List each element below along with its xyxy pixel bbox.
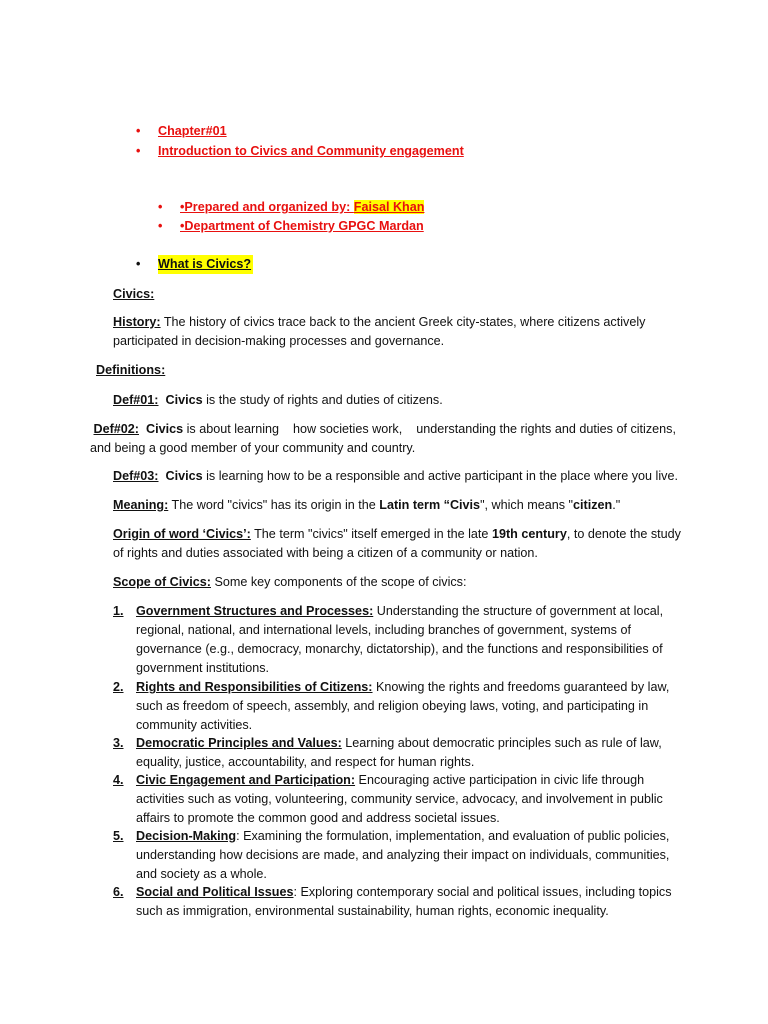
history-text-line2: participated in decision-making processes and governance. xyxy=(113,334,445,348)
list-item-text: governance (e.g., democracy, monarchy, dictatorship), and the functions and responsibilities of xyxy=(136,642,663,656)
author-name: Faisal Khan xyxy=(353,200,425,214)
list-item-title: Decision-Making xyxy=(136,829,237,843)
civics-heading: Civics: xyxy=(113,287,155,301)
list-item-text: Learning about democratic principles such as rule of law, xyxy=(341,736,662,750)
history-text-line1: The history of civics trace back to the ancient Greek city-states, where citizens actively xyxy=(160,315,646,329)
list-item-title: Social and Political Issues xyxy=(136,885,294,899)
bullet-icon: • xyxy=(136,257,141,271)
list-item-text: regional, national, and international levels, including branches of government, systems of xyxy=(136,623,631,637)
list-number: 5. xyxy=(113,829,124,843)
origin-century: 19th century xyxy=(491,527,567,541)
history-paragraph xyxy=(113,313,693,351)
def3-label: Def#03: xyxy=(113,469,159,483)
list-item xyxy=(136,827,681,884)
list-item-text: : Exploring contemporary social and political issues, including topics xyxy=(293,885,672,899)
history-label: History: xyxy=(113,315,161,329)
list-item-text: government institutions. xyxy=(136,661,270,675)
list-item-text: such as immigration, environmental sustainability, human rights, economic inequality. xyxy=(136,904,609,918)
list-item-text: : Examining the formulation, implementation, and evaluation of public policies, xyxy=(236,829,670,843)
list-number: 3. xyxy=(113,736,124,750)
def2-paragraph xyxy=(90,420,690,458)
list-item-text: such as freedom of speech, assembly, and religion obeying laws, voting, and participating in xyxy=(136,699,649,713)
origin-text: , to denote the study xyxy=(566,527,681,541)
list-item-title: Government Structures and Processes: xyxy=(136,604,374,618)
list-item-title: Democratic Principles and Values: xyxy=(136,736,342,750)
bullet-icon: • xyxy=(158,200,163,214)
meaning-text: The word "civics" has its origin in the xyxy=(168,498,380,512)
list-item xyxy=(136,883,681,921)
meaning-label: Meaning: xyxy=(113,498,169,512)
list-item-text: affairs to promote the common good and address societal issues. xyxy=(136,811,500,825)
list-item xyxy=(136,771,681,828)
origin-text: The term "civics" itself emerged in the late xyxy=(250,527,492,541)
meaning-text: ." xyxy=(612,498,621,512)
list-item-text: community activities. xyxy=(136,718,253,732)
def2-label: Def#02: xyxy=(93,422,139,436)
list-number: 1. xyxy=(113,604,124,618)
list-item-text: understanding how decisions are made, and analyzing their impact on individuals, communities, xyxy=(136,848,670,862)
def1-paragraph xyxy=(113,391,693,410)
scope-label: Scope of Civics: xyxy=(113,575,211,589)
list-item xyxy=(136,678,681,735)
list-item-text: and society as a whole. xyxy=(136,867,267,881)
list-number: 6. xyxy=(113,885,124,899)
def2-term: Civics xyxy=(146,422,184,436)
department: •Department of Chemistry GPGC Mardan xyxy=(180,219,424,233)
meaning-paragraph xyxy=(113,496,693,515)
list-item-title: Civic Engagement and Participation: xyxy=(136,773,356,787)
list-item-text: equality, justice, accountability, and respect for human rights. xyxy=(136,755,475,769)
def1-label: Def#01: xyxy=(113,393,159,407)
origin-label: Origin of word ‘Civics’: xyxy=(113,527,251,541)
def3-term: Civics xyxy=(165,469,203,483)
bullet-icon: • xyxy=(136,144,141,158)
def2-text-line1: is about learning how societies work, understanding the rights and duties of citizens, xyxy=(183,422,676,436)
def3-text: is learning how to be a responsible and active participant in the place where you live. xyxy=(202,469,678,483)
def2-text-line2: and being a good member of your community and country. xyxy=(90,441,416,455)
list-item-text: activities such as voting, volunteering, community service, advocacy, and involvement in public xyxy=(136,792,663,806)
scope-text: Some key components of the scope of civics: xyxy=(210,575,467,589)
list-item-title: Rights and Responsibilities of Citizens: xyxy=(136,680,373,694)
origin-text-line2: of rights and duties associated with being a citizen of a community or nation. xyxy=(113,546,538,560)
def1-text: is the study of rights and duties of citizens. xyxy=(202,393,443,407)
prepared-by: •Prepared and organized by: Faisal Khan xyxy=(180,200,425,214)
meaning-citizen: citizen xyxy=(573,498,613,512)
definitions-heading: Definitions: xyxy=(96,363,166,377)
question-heading: What is Civics? xyxy=(158,255,253,274)
intro-title: Introduction to Civics and Community engagement xyxy=(158,144,464,158)
origin-paragraph xyxy=(113,525,693,563)
scope-paragraph xyxy=(113,573,693,592)
bullet-icon: • xyxy=(158,219,163,233)
def1-term: Civics xyxy=(165,393,203,407)
meaning-text: ", which means " xyxy=(480,498,573,512)
meaning-latin-term: Latin term “Civis xyxy=(379,498,481,512)
list-item-text: Knowing the rights and freedoms guaranteed by law, xyxy=(372,680,670,694)
list-item-text: Understanding the structure of government at local, xyxy=(373,604,664,618)
list-item-text: Encouraging active participation in civic life through xyxy=(355,773,645,787)
list-item xyxy=(136,602,681,678)
def3-paragraph xyxy=(113,467,693,486)
chapter-title: Chapter#01 xyxy=(158,124,227,138)
list-item xyxy=(136,734,681,772)
list-number: 2. xyxy=(113,680,124,694)
list-number: 4. xyxy=(113,773,124,787)
bullet-icon: • xyxy=(136,124,141,138)
